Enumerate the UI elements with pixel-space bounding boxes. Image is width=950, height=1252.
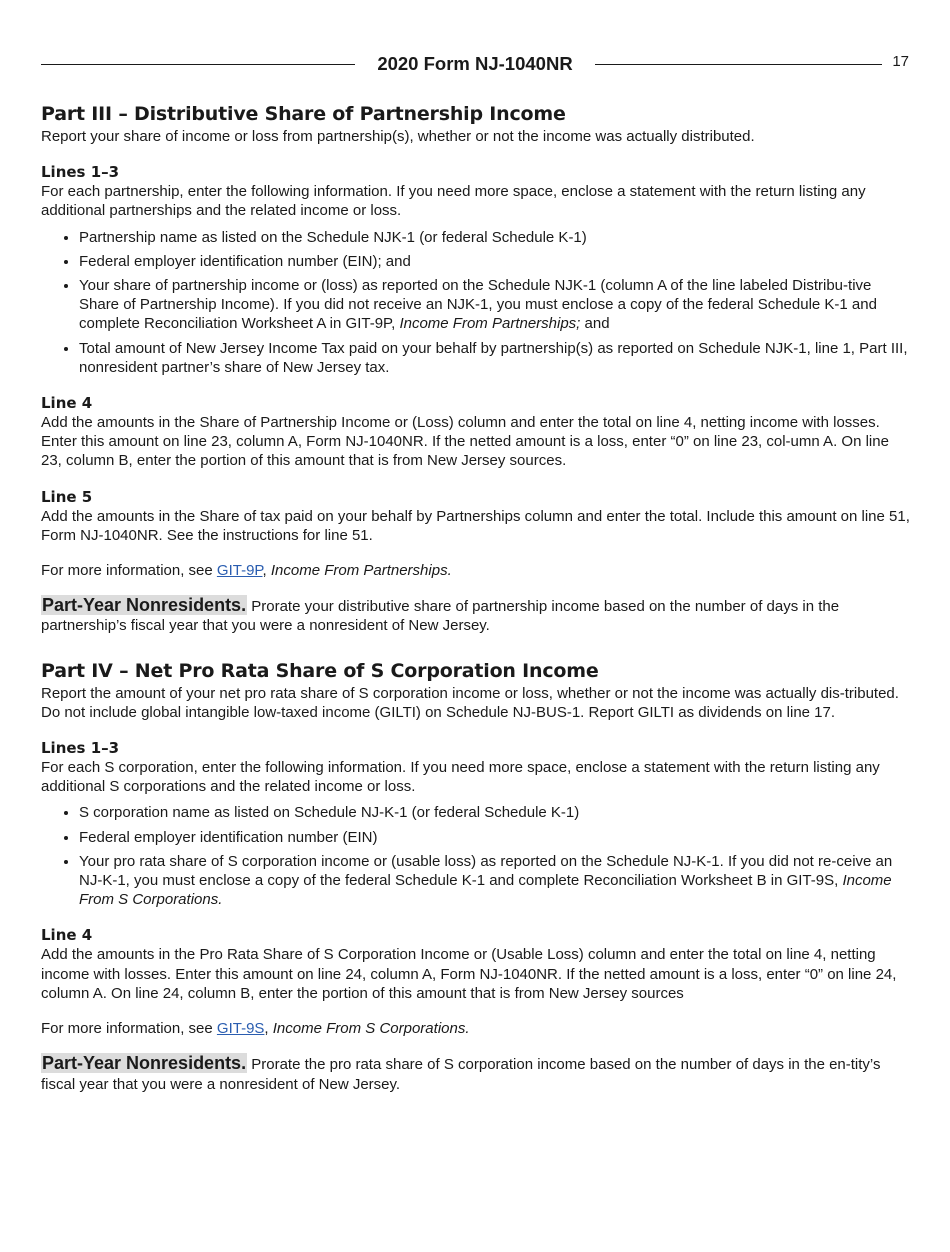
part-year-label: Part-Year Nonresidents. (42, 595, 247, 616)
part3-more-info (41, 561, 911, 580)
part3-line5-heading: Line 5 (41, 487, 93, 506)
part3-heading: Part III – Distributive Share of Partnership Income (41, 103, 566, 125)
list-item (79, 228, 911, 247)
list-item (79, 803, 911, 822)
part3-section (41, 101, 911, 636)
part4-line4-heading: Line 4 (41, 926, 93, 945)
part3-line5-text: Add the amounts in the Share of tax paid on your behalf by Partnerships column and enter the total. Include this amount on line 51, Form NJ-1040NR. See the instructions for line 51. (41, 507, 910, 544)
part-year-text: Prorate the pro rata share of S corporation income based on the number of days in the en-tity’s fiscal year that you were a nonresident of New Jersey. (41, 1056, 881, 1093)
part4-section (41, 658, 911, 1094)
list-item (79, 828, 911, 847)
part3-part-year (41, 596, 911, 635)
more-info-prefix: For more information, see (41, 562, 217, 580)
more-info-prefix: For more information, see (41, 1020, 217, 1038)
part4-line4-text: Add the amounts in the Pro Rata Share of S Corporation Income or (Usable Loss) column and enter the total on line 4, netting income with losses. Enter this amount on line 24, column A, Form NJ-1040NR. If the netted amount is a loss, enter “0” on line 24, column A. On line 24, column B, enter the portion of this amount that is from New Jersey sources (41, 946, 897, 1002)
part3-lines13-heading: Lines 1–3 (41, 163, 120, 182)
git-9p-link[interactable]: GIT-9P (216, 562, 263, 580)
part4-lines13-text: For each S corporation, enter the following information. If you need more space, enclose a statement with the return listing any additional S corporations and the related income or loss. (41, 759, 880, 796)
list-item (79, 276, 911, 334)
page-number: 17 (892, 53, 909, 70)
bullet-text-end: and (580, 315, 610, 333)
list-item (79, 852, 911, 910)
more-info-sep: , (262, 562, 271, 580)
part-year-label: Part-Year Nonresidents. (42, 1053, 247, 1074)
part3-intro: Report your share of income or loss from partnership(s), whether or not the income was actually distributed. (41, 128, 755, 145)
bullet-text: Federal employer identification number (EIN) (79, 828, 378, 846)
main-content (41, 101, 911, 1094)
more-info-sep: , (264, 1020, 273, 1038)
part4-part-year (41, 1054, 911, 1093)
form-title: 2020 Form NJ-1040NR (377, 53, 573, 74)
bullet-text: Your share of partnership income or (loss) as reported on the Schedule NJK-1 (column A of the line labeled Distribu-tive Share of Partnership Income). If you did not receive an NJK-1, you must enclose a copy of the federal Schedule K-1 and complete Reconciliation Worksheet A in GIT-9P, (79, 277, 877, 333)
bullet-text: Partnership name as listed on the Schedule NJK-1 (or federal Schedule K-1) (79, 228, 587, 246)
bullet-italic-title: Income From S Corporations. (79, 872, 892, 909)
more-info-title: Income From S Corporations. (272, 1020, 470, 1038)
list-item (79, 252, 911, 271)
part3-lines13-text: For each partnership, enter the following information. If you need more space, enclose a statement with the return listing any additional partnerships and the related income or loss. (41, 183, 866, 220)
part4-lines13-heading: Lines 1–3 (41, 739, 120, 758)
list-item (79, 339, 911, 377)
part3-bullet-list (41, 228, 911, 377)
part3-line4-text: Add the amounts in the Share of Partnership Income or (Loss) column and enter the total on line 4, netting income with losses. Enter this amount on line 23, column A, Form NJ-1040NR. If the netted amount is a loss, enter “0” on line 23, col-umn A. On line 23, column B, enter the portion of this amount that is from New Jersey sources. (41, 414, 889, 470)
bullet-text: S corporation name as listed on Schedule NJ-K-1 (or federal Schedule K-1) (79, 804, 580, 822)
part4-intro: Report the amount of your net pro rata share of S corporation income or loss, whether or not the income was actually dis-tributed. Do not include global intangible low-taxed income (GILTI) on Schedule NJ-BUS-1. Report GILTI as dividends on line 17. (41, 684, 899, 721)
part3-line4-heading: Line 4 (41, 394, 93, 413)
part4-heading: Part IV – Net Pro Rata Share of S Corporation Income (41, 659, 599, 682)
bullet-text: Federal employer identification number (EIN); and (79, 252, 411, 270)
header-rule-left (41, 64, 355, 65)
part-year-text: Prorate your distributive share of partnership income based on the number of days in the partnership’s fiscal year that you were a nonresident of New Jersey. (41, 598, 840, 635)
more-info-title: Income From Partnerships. (270, 562, 452, 580)
header-rule-right (595, 64, 882, 65)
bullet-text: Your pro rata share of S corporation income or (usable loss) as reported on the Schedule NJ-K-1. If you did not re-ceive an NJ-K-1, you must enclose a copy of the federal Schedule K-1 and complete Reconciliation Worksheet B in GIT-9S, (79, 852, 893, 890)
part4-more-info (41, 1019, 911, 1038)
part4-bullet-list (41, 803, 911, 909)
bullet-text: Total amount of New Jersey Income Tax paid on your behalf by partnership(s) as reported on Schedule NJK-1, line 1, Part III, nonresident partner’s share of New Jersey tax. (79, 339, 908, 376)
git-9s-link[interactable]: GIT-9S (216, 1020, 265, 1038)
page-header (41, 52, 909, 78)
bullet-italic-title: Income From Partnerships; (399, 315, 581, 333)
